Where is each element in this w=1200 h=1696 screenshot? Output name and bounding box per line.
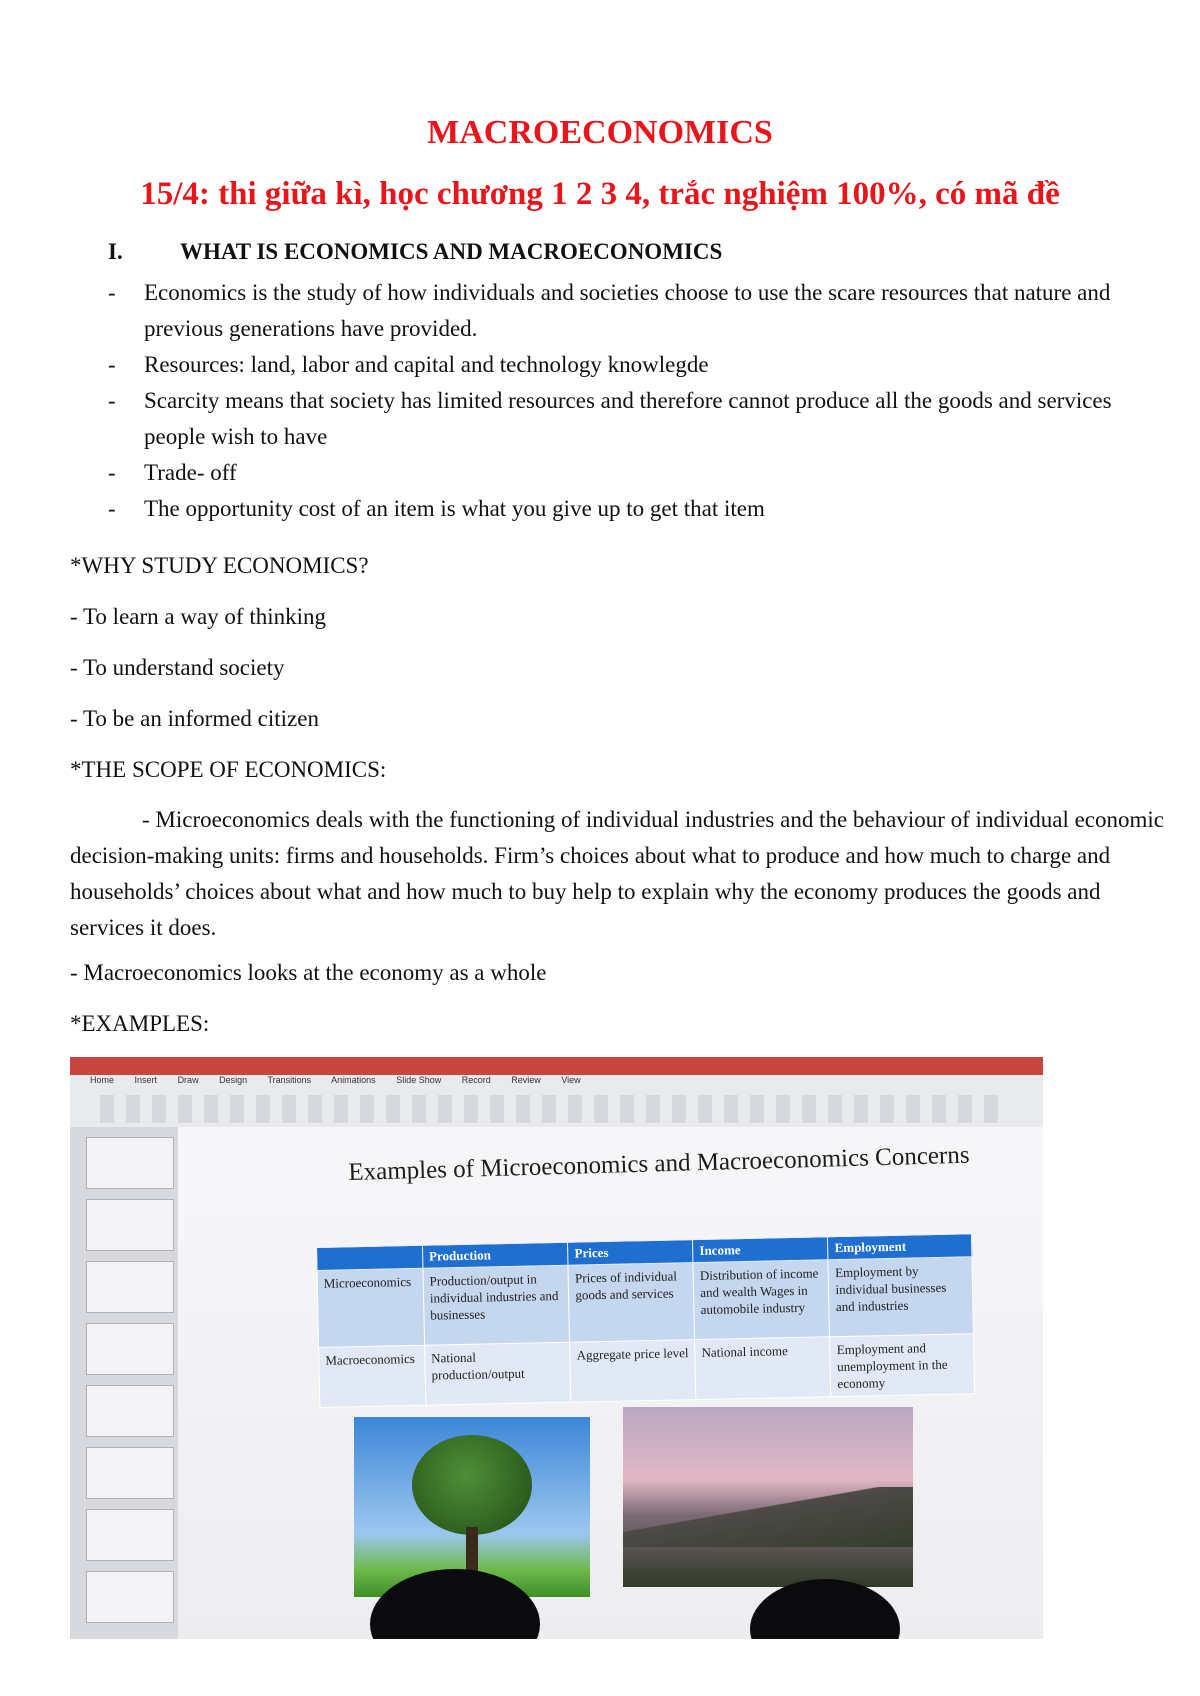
- audience-heads: [70, 1559, 1043, 1639]
- table-cell: Prices of individual goods and services: [568, 1263, 694, 1343]
- bullet-text: Trade- off: [144, 460, 237, 485]
- slide-thumbnail: [86, 1509, 174, 1561]
- ribbon-tab: Review: [511, 1075, 541, 1085]
- document-subtitle: 15/4: thi giữa kì, học chương 1 2 3 4, trắc nghiệm 100%, có mã đề: [140, 176, 1060, 212]
- section-number: I.: [108, 239, 123, 264]
- list-item: - Resources: land, labor and capital and technology knowlegde: [108, 352, 709, 377]
- table-header-cell: [317, 1245, 423, 1270]
- table-cell: Macroeconomics: [319, 1345, 426, 1407]
- slide-thumbnail: [86, 1323, 174, 1375]
- table-cell: Employment by individual businesses and industries: [828, 1257, 973, 1337]
- slide-thumbnail: [86, 1261, 174, 1313]
- ribbon-tab: Draw: [177, 1075, 199, 1085]
- list-item: - Economics is the study of how individuals and societies choose to use the scare resources that nature and previous generations have provided.: [108, 280, 1111, 341]
- why-item: - To learn a way of thinking: [70, 604, 327, 629]
- list-item: - The opportunity cost of an item is what you give up to get that item: [108, 496, 765, 521]
- table-cell: Production/output in individual industries and businesses: [423, 1265, 570, 1345]
- table-header-cell: Employment: [828, 1234, 972, 1260]
- table-cell: Aggregate price level: [570, 1340, 696, 1403]
- bullet-text: The opportunity cost of an item is what you give up to get that item: [144, 496, 765, 521]
- concerns-table: [316, 1233, 975, 1408]
- table-cell: Employment and unemployment in the economy: [830, 1334, 975, 1397]
- ribbon-tab: Transitions: [267, 1075, 312, 1085]
- scope-macro-paragraph: - Macroeconomics looks at the economy as a whole: [70, 960, 547, 985]
- table-cell: Distribution of income and wealth Wages in automobile industry: [693, 1260, 830, 1340]
- ribbon-toolbar: [100, 1095, 1000, 1123]
- table-header-cell: Production: [422, 1242, 568, 1268]
- ribbon-tab: Home: [90, 1075, 115, 1085]
- ribbon-tab: Record: [461, 1075, 491, 1085]
- list-item: - Scarcity means that society has limited resources and therefore cannot produce all the goods and services people wish to have: [108, 388, 1112, 449]
- ribbon-tab: View: [561, 1075, 581, 1085]
- scope-heading: *THE SCOPE OF ECONOMICS:: [70, 757, 387, 782]
- ribbon-tab: Animations: [331, 1075, 376, 1085]
- why-item: - To understand society: [70, 655, 285, 680]
- slide-thumbnail: [86, 1447, 174, 1499]
- why-heading: *WHY STUDY ECONOMICS?: [70, 553, 369, 578]
- bullet-text: Economics is the study of how individuals and societies choose to use the scare resources that nature and previous generations have provided.: [144, 280, 1111, 341]
- scope-micro-paragraph: - Microeconomics deals with the functioning of individual industries and the behaviour of individual economic decision-making units: firms and households. Firm’s choices about what to produce and how much to charge and households’ choices about what and how much to buy help to explain why the economy produces the goods and services it does.: [70, 807, 1164, 940]
- ribbon-tab: Design: [219, 1075, 248, 1085]
- slide-thumbnail: [86, 1137, 174, 1189]
- section-bullet-list: [108, 275, 1168, 527]
- table-cell: National production/output: [424, 1342, 571, 1405]
- table-row: [317, 1257, 973, 1348]
- list-item: - Trade- off: [108, 460, 237, 485]
- bullet-text: Scarcity means that society has limited resources and therefore cannot produce all the goods and services people wish to have: [144, 388, 1112, 449]
- examples-heading: *EXAMPLES:: [70, 1011, 210, 1036]
- slide-title: Examples of Microeconomics and Macroeconomics Concerns: [348, 1141, 970, 1186]
- section-heading: [108, 239, 722, 265]
- ribbon-title-bar: [70, 1057, 1043, 1075]
- slide-thumbnail: [86, 1199, 174, 1251]
- table-row: [319, 1334, 975, 1408]
- table-header-cell: Prices: [568, 1240, 693, 1266]
- slide-photo: [70, 1057, 1043, 1639]
- ribbon-tab: Slide Show: [396, 1075, 442, 1085]
- why-item: - To be an informed citizen: [70, 706, 319, 731]
- table-cell: National income: [695, 1337, 831, 1400]
- document-title: MACROECONOMICS: [427, 114, 773, 151]
- section-heading-text: WHAT IS ECONOMICS AND MACROECONOMICS: [180, 239, 723, 264]
- presentation-ribbon: [70, 1057, 1043, 1127]
- ribbon-tab: Insert: [134, 1075, 158, 1085]
- table-header-cell: Income: [693, 1237, 829, 1263]
- table-cell: Microeconomics: [317, 1268, 424, 1347]
- bullet-text: Resources: land, labor and capital and technology knowlegde: [144, 352, 709, 377]
- ribbon-tabs: [90, 1075, 599, 1091]
- slide-thumbnail: [86, 1385, 174, 1437]
